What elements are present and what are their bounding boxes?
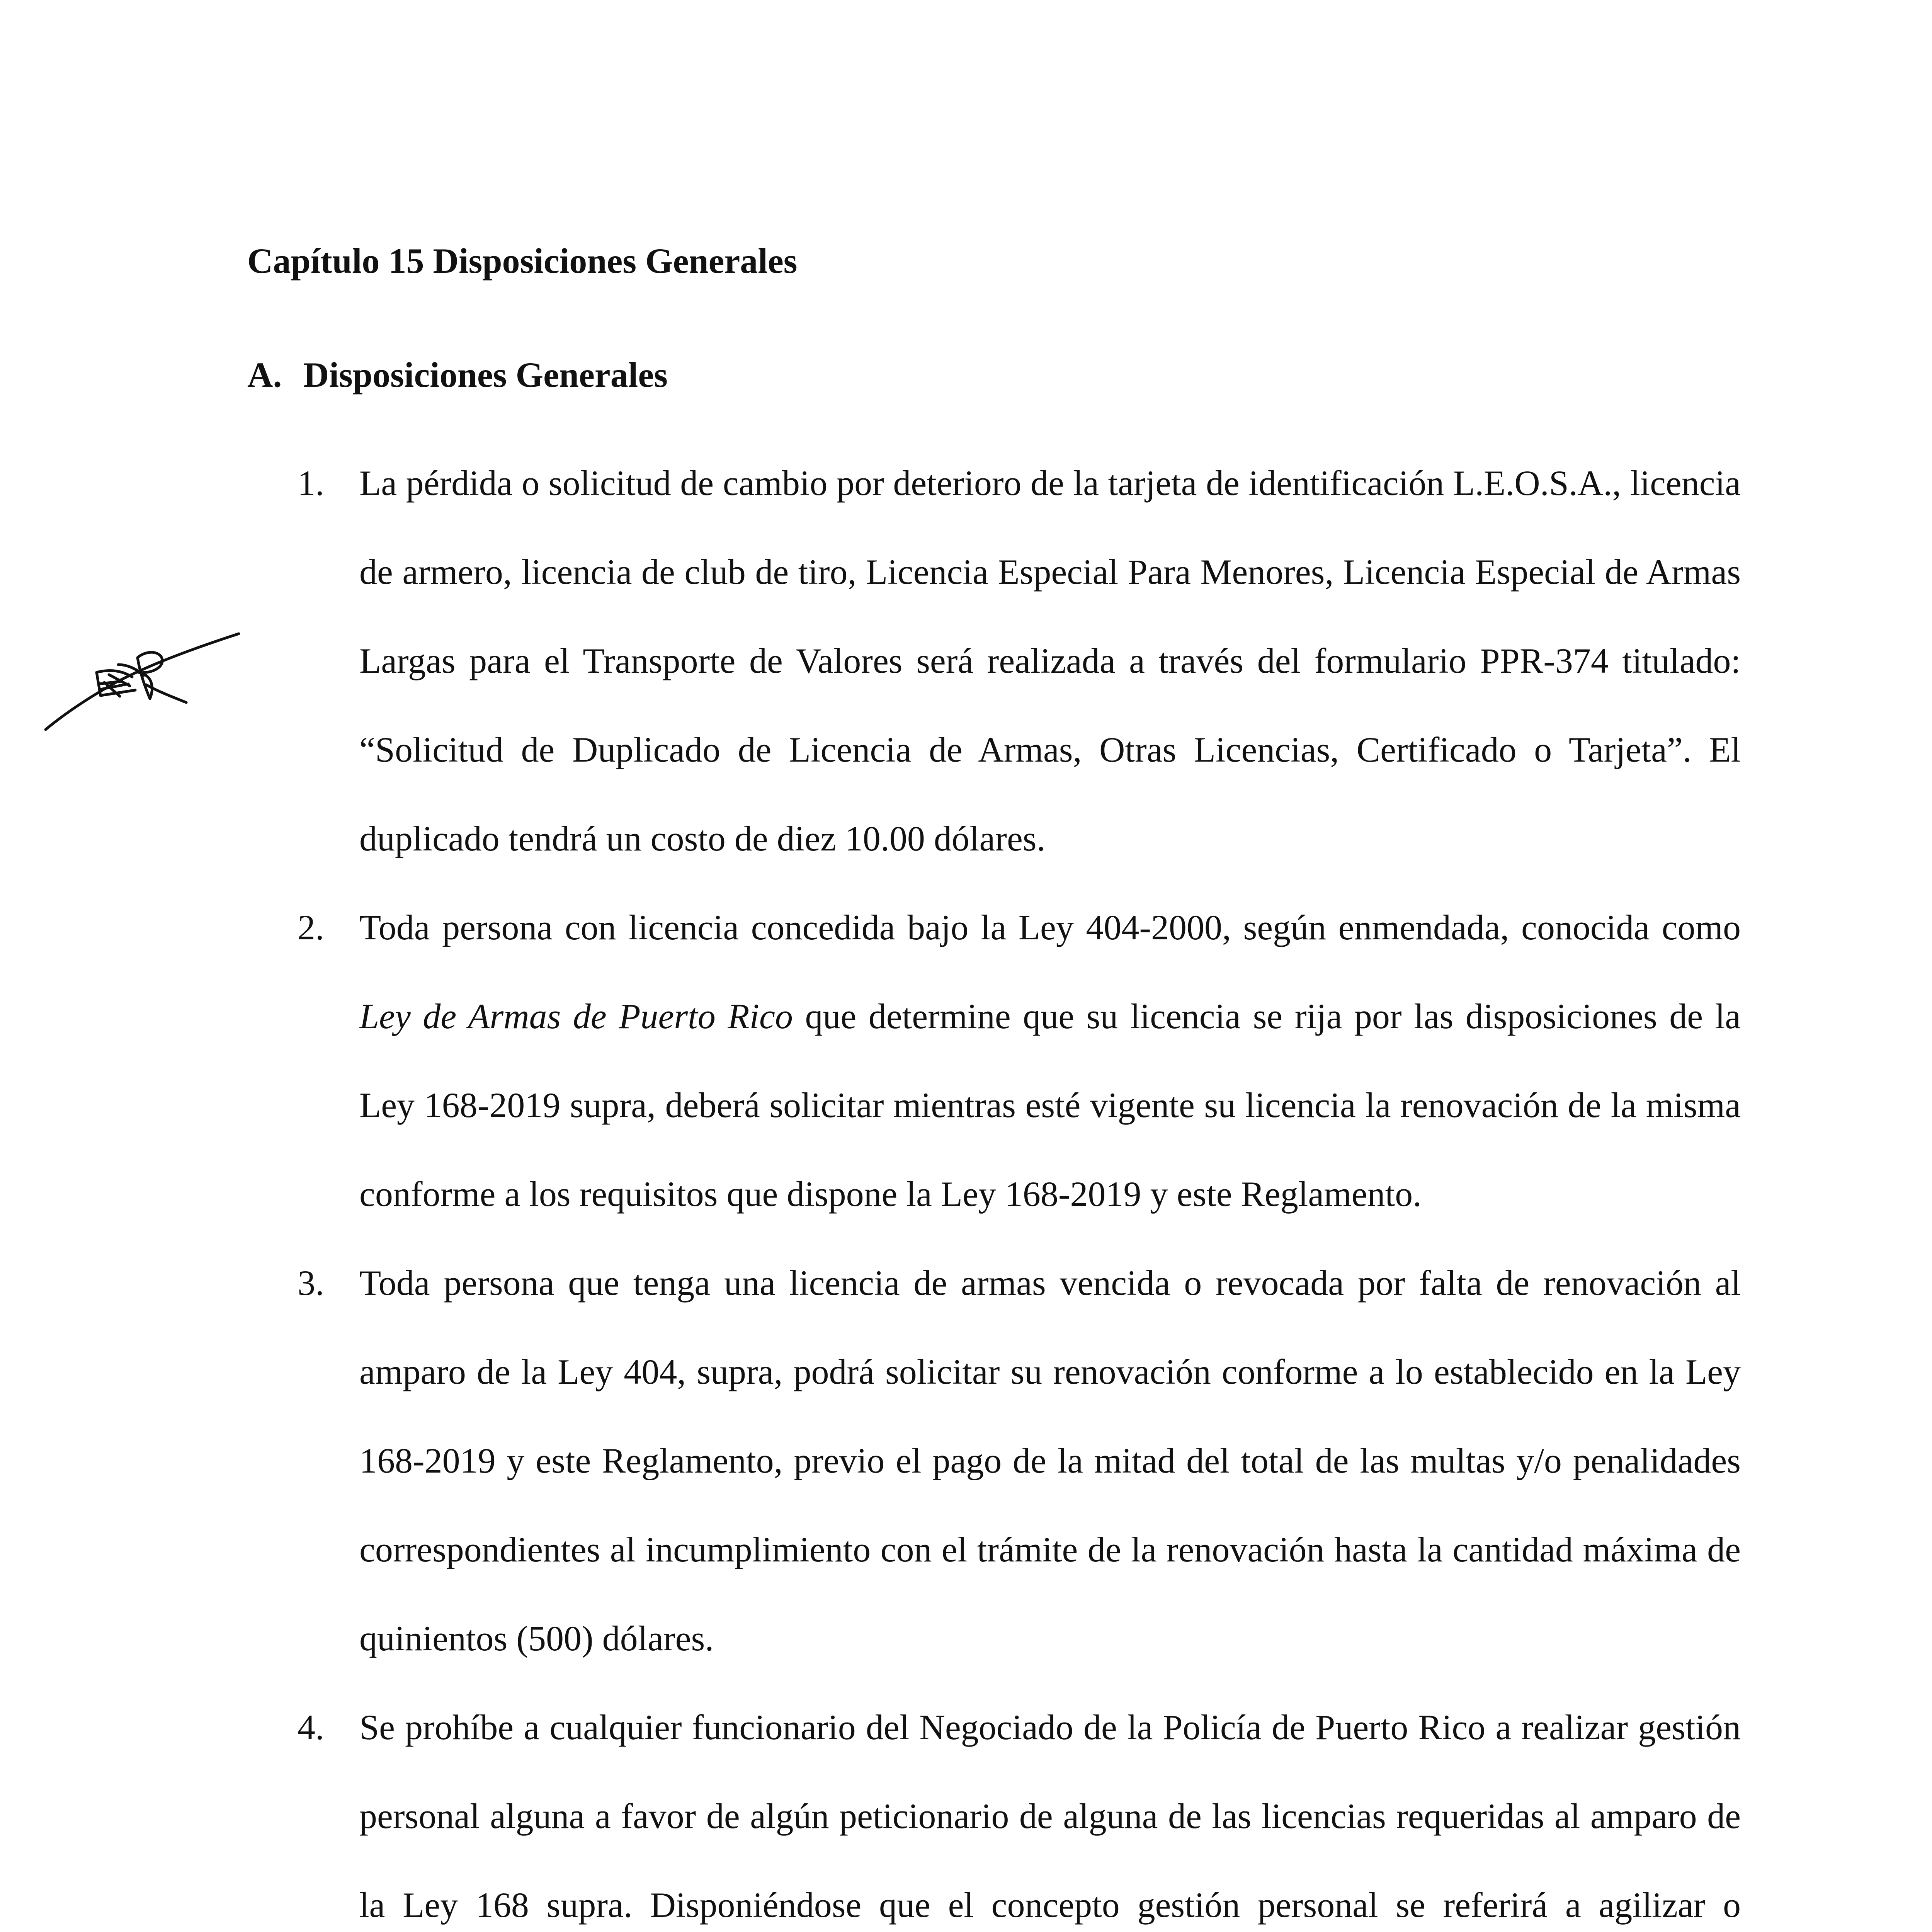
list-item	[298, 1683, 1741, 1932]
item-text: La pérdida o solicitud de cambio por deterioro de la tarjeta de identificación L.E.O.S.A., licencia de armero, licencia de club de tiro, Licencia Especial Para Menores, Licencia Especial de Armas Largas para el Transporte de Valores será realizada a través del formulario PPR-374 titulado: “Solicitud de Duplicado de Licencia de Armas, Otras Licencias, Certificado o Tarjeta”. El duplicado tendrá un costo de diez 10.00 dólares.	[359, 463, 1741, 858]
item-text: Toda persona que tenga una licencia de armas vencida o revocada por falta de renovación al amparo de la Ley 404, supra, podrá solicitar su renovación conforme a lo establecido en la Ley 168-2019 y este Reglamento, previo el pago de la mitad del total de las multas y/o penalidades correspondientes al incumplimiento con el trámite de la renovación hasta la cantidad máxima de quinientos (500) dólares.	[359, 1263, 1741, 1658]
law-name-italic: Ley de Armas de Puerto Rico	[359, 997, 793, 1036]
section-letter: A.	[247, 355, 282, 395]
list-item	[298, 1238, 1741, 1683]
item-number: 3.	[298, 1263, 324, 1303]
section-title: Disposiciones Generales	[303, 355, 668, 395]
chapter-title: Capítulo 15 Disposiciones Generales	[247, 241, 798, 281]
item-number: 4.	[298, 1708, 324, 1747]
provisions-list	[298, 439, 1741, 1932]
section-heading	[247, 354, 668, 396]
item-number: 2.	[298, 908, 324, 947]
list-item	[298, 883, 1741, 1238]
item-text: Toda persona con licencia concedida bajo la Ley 404-2000, según enmendada, conocida como	[359, 908, 1741, 947]
list-item	[298, 439, 1741, 883]
item-text-continued: que determine que su licencia se rija por las disposiciones de la Ley 168-2019 supra, deberá solicitar mientras esté vigente su licencia la renovación de la misma conforme a los requisitos que dispone la Ley 168-2019 y este Reglamento.	[359, 997, 1741, 1214]
item-text: Se prohíbe a cualquier funcionario del Negociado de la Policía de Puerto Rico a realizar gestión personal alguna a favor de algún peticionario de alguna de las licencias requeridas al amparo de la Ley 168 supra. Disponiéndose que el concepto gestión personal se referirá a agilizar o	[359, 1708, 1741, 1925]
item-number: 1.	[298, 463, 324, 503]
handwritten-initials-signature	[43, 607, 243, 734]
